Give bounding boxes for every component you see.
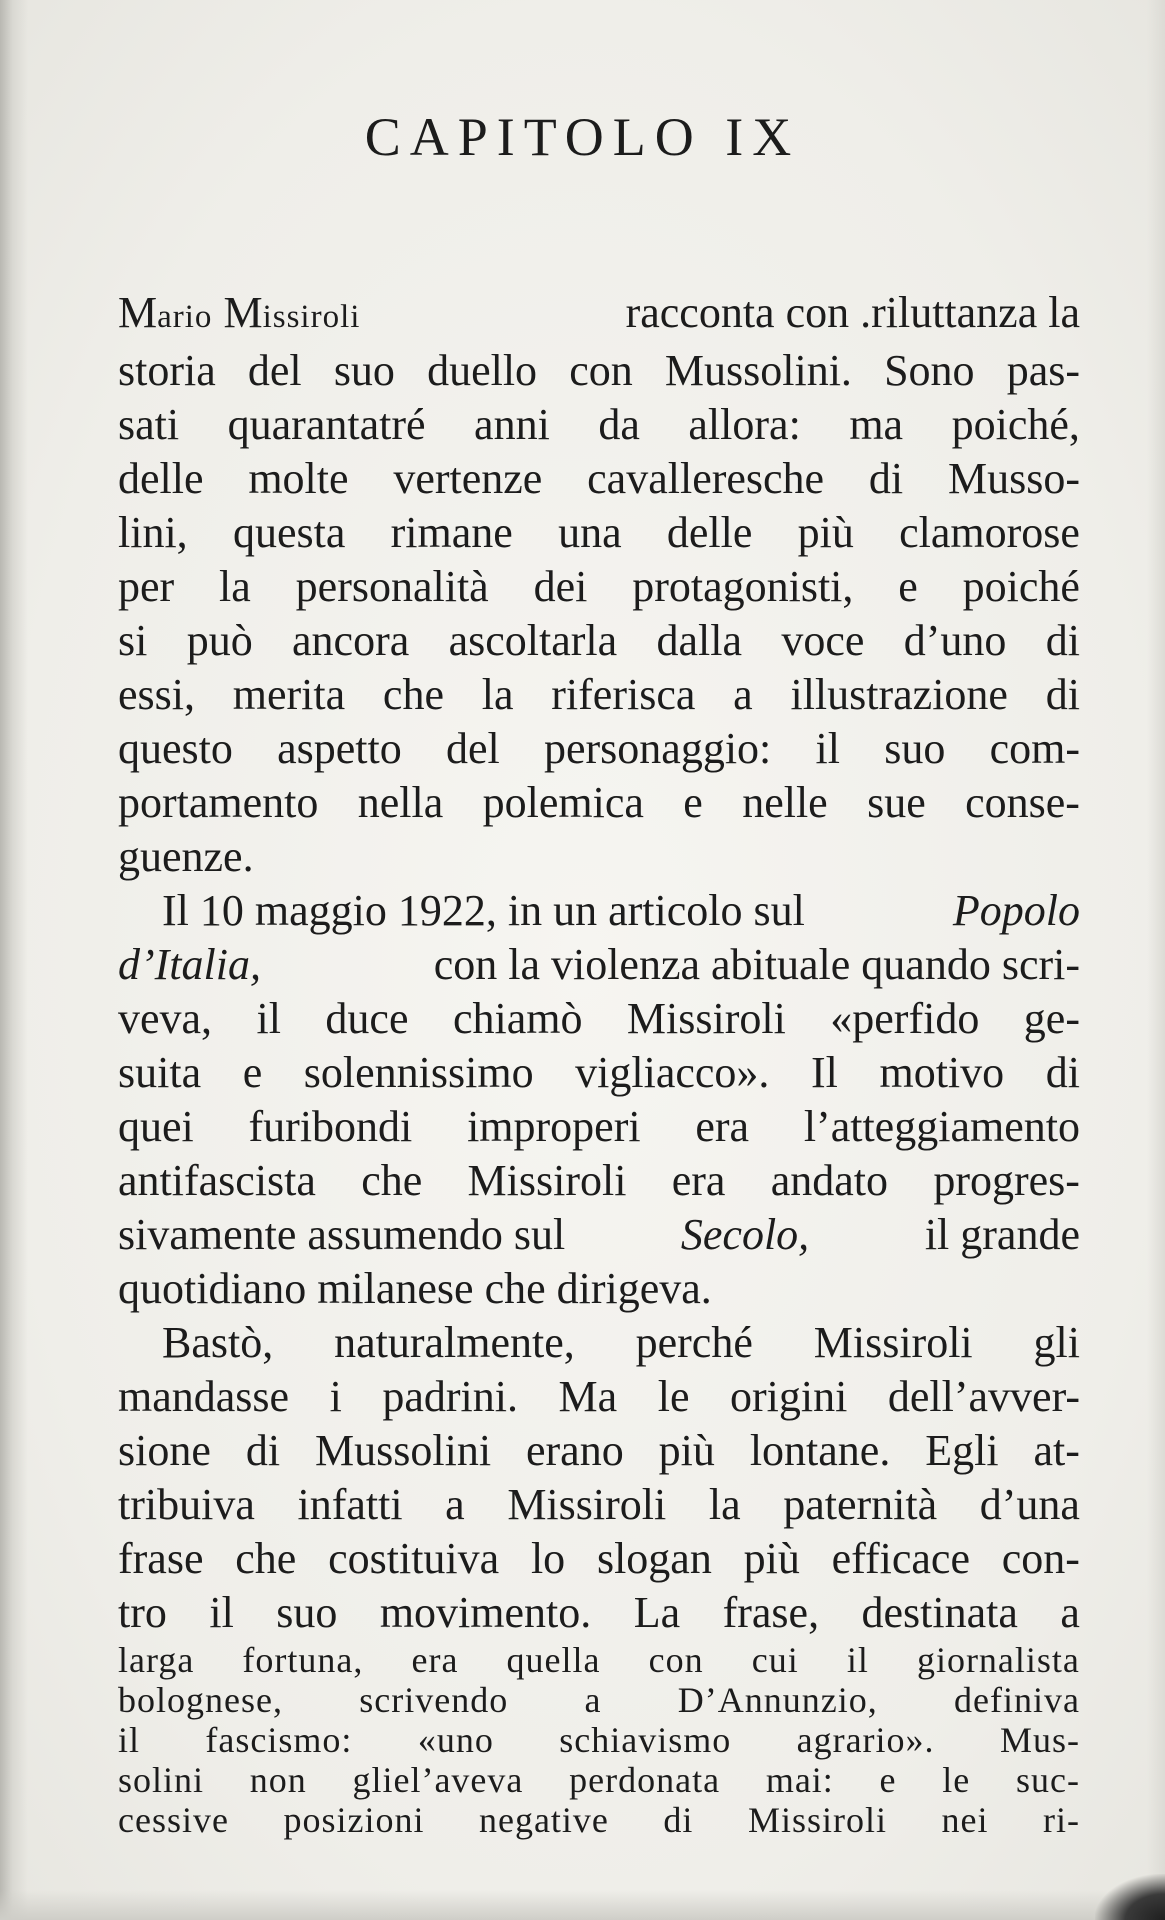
word: origini (730, 1372, 848, 1421)
word: a (584, 1680, 602, 1720)
word: mai: (765, 1760, 834, 1800)
word: poiché, (951, 400, 1080, 449)
word: più (797, 508, 854, 557)
word: di (663, 1800, 694, 1840)
text-line (118, 398, 1080, 452)
text-fragment: racconta con .riluttanza la (625, 288, 1080, 337)
word: che (235, 1534, 297, 1583)
word: ma (849, 400, 904, 449)
word: che (382, 670, 444, 719)
word: costituiva (328, 1534, 500, 1583)
word: fascismo: (205, 1720, 353, 1760)
text-line (118, 1154, 1080, 1208)
word: duello (427, 346, 538, 395)
word: può (186, 616, 253, 665)
body-text (118, 286, 1080, 1840)
word: storia (118, 346, 216, 395)
word: clamorose (899, 508, 1080, 557)
word: ancora (292, 616, 410, 665)
chapter-heading: CAPITOLO IX (364, 107, 801, 167)
newspaper-title: d’Italia, (118, 940, 261, 989)
word: a (1060, 1588, 1080, 1637)
word: Missiroli (467, 1156, 627, 1205)
word: polemica (482, 778, 644, 827)
word: dalla (656, 616, 743, 665)
word: tribuiva (118, 1480, 255, 1529)
word: negative (478, 1800, 609, 1840)
word: gli (1033, 1318, 1080, 1367)
text-line (118, 286, 1080, 344)
word: la (708, 1480, 741, 1529)
word: Sono (884, 346, 975, 395)
text-line (118, 1316, 1080, 1370)
text-line (118, 1760, 1080, 1800)
word: il (118, 1720, 141, 1760)
word: più (658, 1426, 715, 1475)
text-line (118, 452, 1080, 506)
word: lontane. (749, 1426, 891, 1475)
newspaper-title: Popolo (952, 886, 1080, 935)
word: suo (276, 1588, 338, 1637)
word: d’una (979, 1480, 1080, 1529)
word: quarantatré (227, 400, 426, 449)
word: progres- (933, 1156, 1080, 1205)
word: bolognese, (118, 1680, 283, 1720)
word: vigliacco». (575, 1048, 770, 1097)
text-line (118, 1800, 1080, 1840)
word: Bastò, (162, 1318, 274, 1367)
word: d’uno (903, 616, 1007, 665)
word: a (733, 670, 753, 719)
text-line (118, 1046, 1080, 1100)
word: slogan (596, 1534, 712, 1583)
text-line (118, 992, 1080, 1046)
text-line (118, 614, 1080, 668)
word: il (209, 1588, 234, 1637)
text-line (118, 1640, 1080, 1680)
word: poiché (962, 562, 1080, 611)
word: posizioni (283, 1800, 425, 1840)
word: aspetto (277, 724, 402, 773)
word: di (1045, 616, 1080, 665)
word: di (868, 454, 904, 503)
word: quei (118, 1102, 194, 1151)
word: le (942, 1760, 971, 1800)
text-fragment: con la violenza abituale quando scri- (433, 940, 1080, 989)
word: delle (118, 454, 204, 503)
word: Ma (558, 1372, 618, 1421)
word: suita (118, 1048, 202, 1097)
word: i (329, 1372, 342, 1421)
word: larga (118, 1640, 195, 1680)
word: il (846, 1640, 869, 1680)
word: protagonisti, (632, 562, 854, 611)
word: cavalleresche (587, 454, 825, 503)
word: illustrazione (790, 670, 1008, 719)
word: cessive (118, 1800, 229, 1840)
word: il (256, 994, 281, 1043)
word: com- (989, 724, 1080, 773)
word: sione (118, 1426, 211, 1475)
word: perché (635, 1318, 753, 1367)
text-line (118, 884, 1080, 938)
word: conse- (965, 778, 1080, 827)
page-corner-curl (1095, 1874, 1165, 1920)
word: efficace (831, 1534, 970, 1583)
word: con (648, 1640, 704, 1680)
text-line (118, 1478, 1080, 1532)
word: La (633, 1588, 681, 1637)
page-edge-shadow (1147, 0, 1165, 1920)
word: l’atteggiamento (803, 1102, 1080, 1151)
text-line (118, 776, 1080, 830)
word: nelle (742, 778, 828, 827)
word: scrivendo (359, 1680, 509, 1720)
word: da (598, 400, 640, 449)
word: motivo (879, 1048, 1005, 1097)
paragraph-3 (118, 1316, 1080, 1840)
word: merita (232, 670, 346, 719)
word: gliel’aveva (352, 1760, 524, 1800)
word: una (558, 508, 622, 557)
word: allora: (688, 400, 801, 449)
binding-shadow (0, 0, 28, 1920)
word: del (446, 724, 500, 773)
word: pas- (1006, 346, 1080, 395)
word: dei (533, 562, 588, 611)
word: padrini. (382, 1372, 518, 1421)
word: Missiroli (507, 1480, 667, 1529)
word: del (247, 346, 302, 395)
word: con (569, 346, 633, 395)
word: lini, (118, 508, 188, 557)
word: sati (118, 400, 180, 449)
word: perdonata (569, 1760, 721, 1800)
word: le (657, 1372, 690, 1421)
paragraph-1 (118, 286, 1080, 884)
word: improperi (467, 1102, 641, 1151)
text-line (118, 1208, 1080, 1262)
word: Musso- (947, 454, 1080, 503)
text-line (118, 1720, 1080, 1760)
word: con- (1001, 1534, 1080, 1583)
word: Missiroli (747, 1800, 887, 1840)
word: ascoltarla (448, 616, 618, 665)
word: suo (884, 724, 946, 773)
word: veva, (118, 994, 213, 1043)
text-line: guenze. (118, 832, 254, 881)
text-fragment: il grande (924, 1210, 1080, 1259)
word: solennissimo (303, 1048, 534, 1097)
word: non (249, 1760, 307, 1800)
word: chiamò (452, 994, 583, 1043)
word: portamento (118, 778, 319, 827)
text-fragment: Il 10 maggio 1922, in un articolo sul (162, 886, 805, 935)
word: sue (867, 778, 926, 827)
word: Mussolini (315, 1426, 492, 1475)
word: duce (325, 994, 409, 1043)
word: molte (248, 454, 349, 503)
word: e (683, 778, 703, 827)
word: che (361, 1156, 423, 1205)
word: dell’avver- (887, 1372, 1080, 1421)
word: il (815, 724, 840, 773)
text-line (118, 938, 1080, 992)
text-line (118, 1370, 1080, 1424)
word: Il (811, 1048, 838, 1097)
word: a (445, 1480, 465, 1529)
word: mandasse (118, 1372, 290, 1421)
newspaper-title: Secolo, (680, 1210, 810, 1259)
text-line (118, 560, 1080, 614)
word: «uno (417, 1720, 494, 1760)
word: giornalista (916, 1640, 1080, 1680)
word: D’Annunzio, (677, 1680, 878, 1720)
paragraph-2 (118, 884, 1080, 1316)
word: voce (781, 616, 865, 665)
word: anni (474, 400, 550, 449)
word: Egli (925, 1426, 999, 1475)
word: frase, (722, 1588, 820, 1637)
word: at- (1033, 1426, 1080, 1475)
text-line: quotidiano milanese che dirigeva. (118, 1264, 712, 1313)
word: e (879, 1760, 897, 1800)
word: tro (118, 1588, 167, 1637)
text-line (118, 1100, 1080, 1154)
word: Mus- (999, 1720, 1080, 1760)
text-fragment: sivamente assumendo sul (118, 1210, 566, 1259)
word: destinata (861, 1588, 1018, 1637)
word: cui (751, 1640, 799, 1680)
word: antifascista (118, 1156, 316, 1205)
word: erano (525, 1426, 624, 1475)
word: personalità (295, 562, 489, 611)
text-line (118, 344, 1080, 398)
word: riferisca (551, 670, 696, 719)
word: era (671, 1156, 726, 1205)
word: e (898, 562, 918, 611)
word: di (1045, 1048, 1080, 1097)
word: definiva (954, 1680, 1080, 1720)
text-line (118, 1532, 1080, 1586)
word: era (695, 1102, 750, 1151)
word: andato (770, 1156, 889, 1205)
word: suc- (1015, 1760, 1080, 1800)
page-bottom-shadow (0, 1890, 1165, 1920)
text-line (118, 1424, 1080, 1478)
text-line (118, 722, 1080, 776)
word: nella (357, 778, 444, 827)
word: fortuna, (242, 1640, 364, 1680)
text-line (118, 668, 1080, 722)
word: di (1045, 670, 1080, 719)
word: più (743, 1534, 800, 1583)
word: movimento. (379, 1588, 592, 1637)
word: schiavismo (559, 1720, 732, 1760)
word: suo (333, 346, 395, 395)
word: la (219, 562, 251, 611)
word: essi, (118, 670, 195, 719)
text-line (118, 1680, 1080, 1720)
word: per (118, 562, 175, 611)
word: rimane (390, 508, 513, 557)
word: Mussolini. (664, 346, 852, 395)
word: frase (118, 1534, 204, 1583)
word: nei (941, 1800, 989, 1840)
word: infatti (297, 1480, 403, 1529)
word: era (411, 1640, 459, 1680)
word: ri- (1042, 1800, 1080, 1840)
word: quella (506, 1640, 601, 1680)
word: vertenze (393, 454, 543, 503)
text-line (118, 506, 1080, 560)
word: di (245, 1426, 281, 1475)
word: e (242, 1048, 263, 1097)
word: si (118, 616, 148, 665)
word: personaggio: (544, 724, 772, 773)
word: Missiroli (813, 1318, 973, 1367)
word: la (481, 670, 514, 719)
smaller-type-block (118, 1640, 1080, 1840)
word: «perfido (830, 994, 980, 1043)
word: furibondi (248, 1102, 413, 1151)
word: solini (118, 1760, 205, 1800)
text-line (118, 1586, 1080, 1640)
word: Missiroli (626, 994, 786, 1043)
word: ge- (1023, 994, 1080, 1043)
word: questa (232, 508, 346, 557)
word: naturalmente, (334, 1318, 575, 1367)
word: questo (118, 724, 233, 773)
word: lo (530, 1534, 566, 1583)
word: agrario». (796, 1720, 935, 1760)
author-name-smallcaps: Mario Missiroli (118, 288, 361, 337)
word: paternità (783, 1480, 938, 1529)
word: delle (666, 508, 753, 557)
